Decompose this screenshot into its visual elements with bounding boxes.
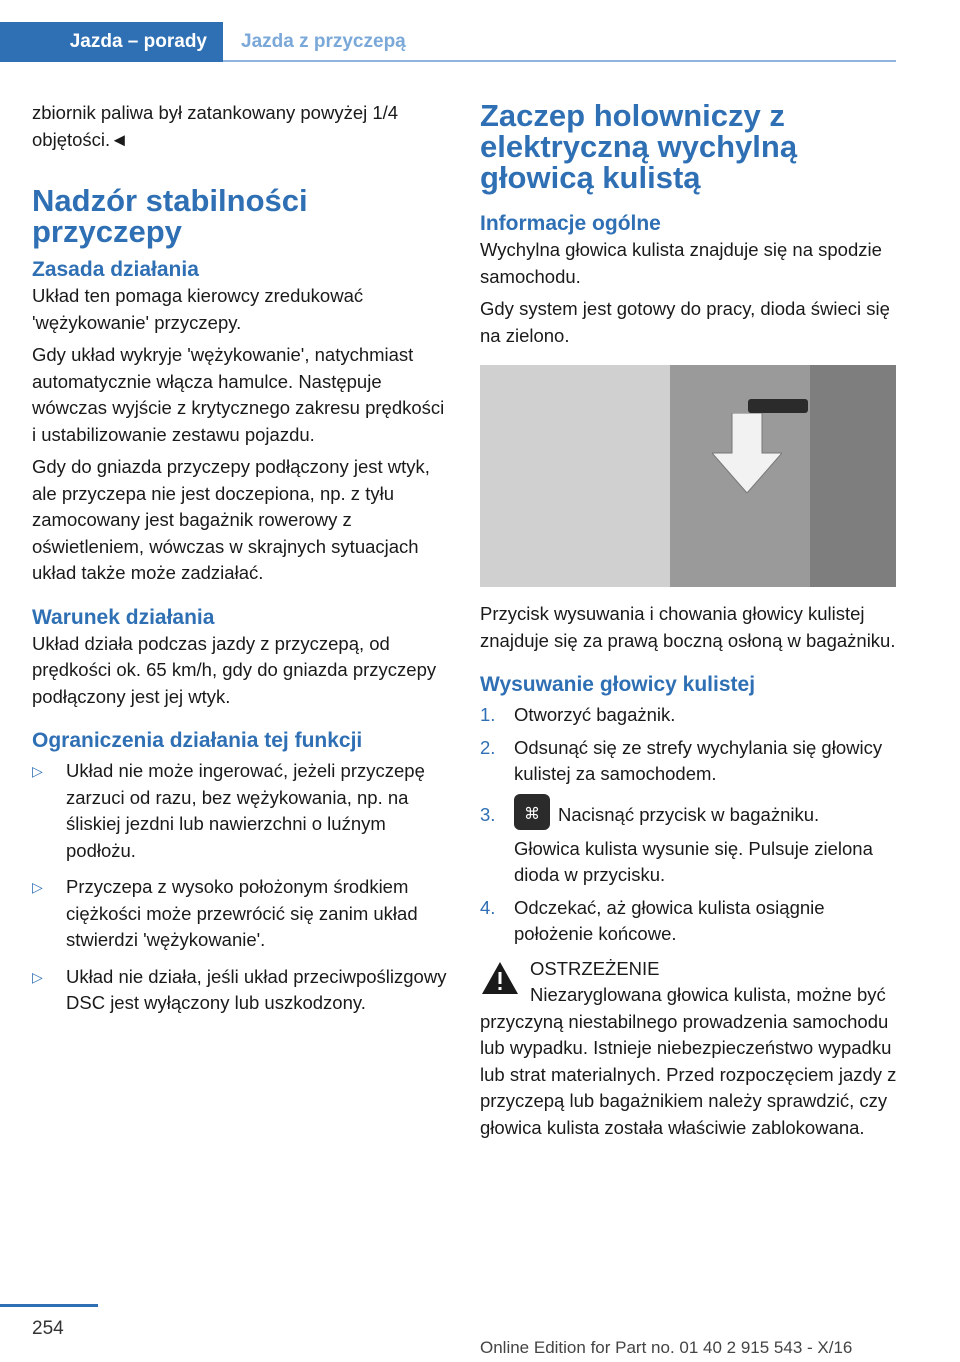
- triangle-bullet-icon: ▷: [32, 763, 43, 779]
- page-number: 254: [32, 1318, 64, 1339]
- paragraph: Układ działa podczas jazdy z przyczepą, od prędkości ok. 65 km/h, gdy do gniazda przyczepy podłączony jest jej wtyk.: [32, 632, 437, 707]
- list-item: ▷ Układ nie działa, jeśli układ przeciwpoślizgowy DSC jest wyłączony lub uszkodzony.: [32, 965, 447, 1013]
- list-item: ▷ Przyczepa z wysoko położonym środkiem ciężkości może przewrócić się zanim układ stwierdzi 'wężykowanie'.: [32, 876, 418, 950]
- trunk-button-photo: [480, 365, 896, 587]
- paragraph: Układ ten pomaga kierowcy zredukować 'wężykowanie' przyczepy.: [32, 285, 364, 333]
- list-item: 3. ⌘ Nacisnąć przycisk w bagażniku. Głowica kulista wysunie się. Pulsuje zielona dioda w przycisku.: [480, 802, 900, 889]
- warning-text: Niezaryglowana głowica kulista, możne być przyczyną niestabilnego prowadzenia samochodu lub wypadku. Istnieje niebezpieczeństwo wypadku lub strat materialnych. Przed rozpoczęciem jazdy z przyczepą lub bagażnikiem należy sprawdzić, czy głowica kulista została właściwie zablokowana.: [480, 984, 897, 1138]
- left-column: [32, 100, 452, 1027]
- subheading-general-info: Informacje ogólne: [480, 212, 661, 235]
- section-heading-tow-hitch: Zaczep holowniczy z elektryczną wychylną głowicą kulistą: [480, 98, 798, 195]
- section-heading-stability: Nadzór stabilności przyczepy: [32, 183, 308, 249]
- header-tabs: [0, 22, 896, 62]
- steps-list: [480, 702, 900, 948]
- triangle-bullet-icon: ▷: [32, 968, 43, 985]
- tab-inactive[interactable]: Jazda z przyczepą: [241, 31, 406, 52]
- tow-hitch-button-icon: ⌘: [514, 794, 550, 830]
- warning-icon: [480, 960, 520, 996]
- subheading-condition: Warunek działania: [32, 605, 215, 629]
- tab-underline: [223, 60, 896, 62]
- list-item: 1. Otworzyć bagażnik.: [480, 704, 676, 725]
- button-slot: [748, 399, 808, 413]
- subheading-principle: Zasada działania: [32, 258, 199, 281]
- list-item: 4. Odczekać, aż głowica kulista osiągnie położenie końcowe.: [480, 896, 825, 945]
- paragraph: Przycisk wysuwania i chowania głowicy kulistej znajduje się za prawą boczną osłoną w bagażniku.: [480, 603, 896, 651]
- paragraph: Wychylna głowica kulista znajduje się na spodzie samochodu.: [480, 239, 882, 287]
- paragraph: Gdy do gniazda przyczepy podłączony jest wtyk, ale przyczepa nie jest doczepiona, np. z tyłu zamocowany jest bagażnik rowerowy z oświetleniem, wówczas w skrajnych sytuacjach układ także może zadziałać.: [32, 456, 430, 583]
- footer-line: [0, 1304, 98, 1307]
- triangle-bullet-icon: ▷: [32, 879, 43, 895]
- list-item: ▷ Układ nie może ingerować, jeżeli przyczepę zarzuci od razu, bez wężykowania, np. na śliskiej jezdni lub nawierzchni o luźnym podłożu.: [32, 760, 425, 861]
- tab-active[interactable]: Jazda – porady: [0, 22, 223, 62]
- arrow-down-icon: [712, 413, 782, 493]
- list-item: 2. Odsunąć się ze strefy wychylania się głowicy kulistej za samochodem.: [480, 736, 883, 784]
- subheading-limitations: Ograniczenia działania tej funkcji: [32, 729, 363, 752]
- warning-box: [480, 956, 900, 1142]
- subheading-extend: Wysuwanie głowicy kulistej: [480, 673, 756, 696]
- right-column: [480, 100, 900, 1147]
- intro-text: zbiornik paliwa był zatankowany powyżej 1/4 objętości.◄: [32, 102, 399, 150]
- warning-title: OSTRZEŻENIE: [530, 957, 660, 979]
- paragraph: Gdy układ wykryje 'wężykowanie', natychmiast automatycznie włącza hamulce. Następuje wówczas wyjście z krytycznego zakresu prędkości i ustabilizowanie zestawu pojazdu.: [32, 344, 445, 445]
- edition-text: Online Edition for Part no. 01 40 2 915 543 - X/16: [480, 1338, 853, 1357]
- limitations-list: [32, 758, 452, 1017]
- paragraph: Gdy system jest gotowy do pracy, dioda świeci się na zielono.: [480, 298, 890, 346]
